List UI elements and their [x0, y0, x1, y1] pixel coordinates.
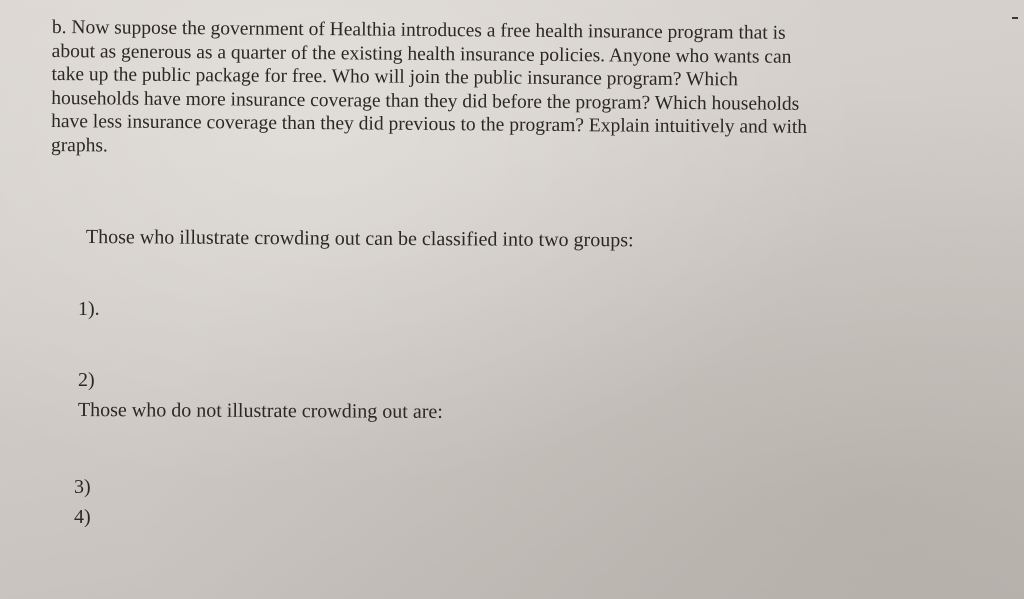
- list-item-1: 1).: [78, 298, 100, 320]
- question-line: b. Now suppose the government of Healthia introduces a free health insurance program that is: [51, 16, 786, 44]
- question-b: [51, 16, 1022, 165]
- page-edge-mark: [1012, 17, 1018, 19]
- no-crowding-out-intro: Those who do not illustrate crowding out are:: [77, 399, 443, 423]
- question-line: graphs.: [50, 134, 108, 156]
- question-line: have less insurance coverage than they did previous to the program? Explain intuitively and with: [51, 110, 808, 138]
- list-item-3: 3): [74, 476, 91, 498]
- list-item-4: 4): [74, 506, 91, 528]
- question-line: about as generous as a quarter of the existing health insurance policies. Anyone who wants can: [51, 40, 792, 68]
- list-item-2: 2): [78, 369, 95, 391]
- question-line: households have more insurance coverage than they did before the program? Which households: [51, 87, 800, 115]
- question-line: take up the public package for free. Who will join the public insurance program? Which: [51, 63, 739, 91]
- crowding-out-intro: Those who illustrate crowding out can be classified into two groups:: [85, 225, 634, 252]
